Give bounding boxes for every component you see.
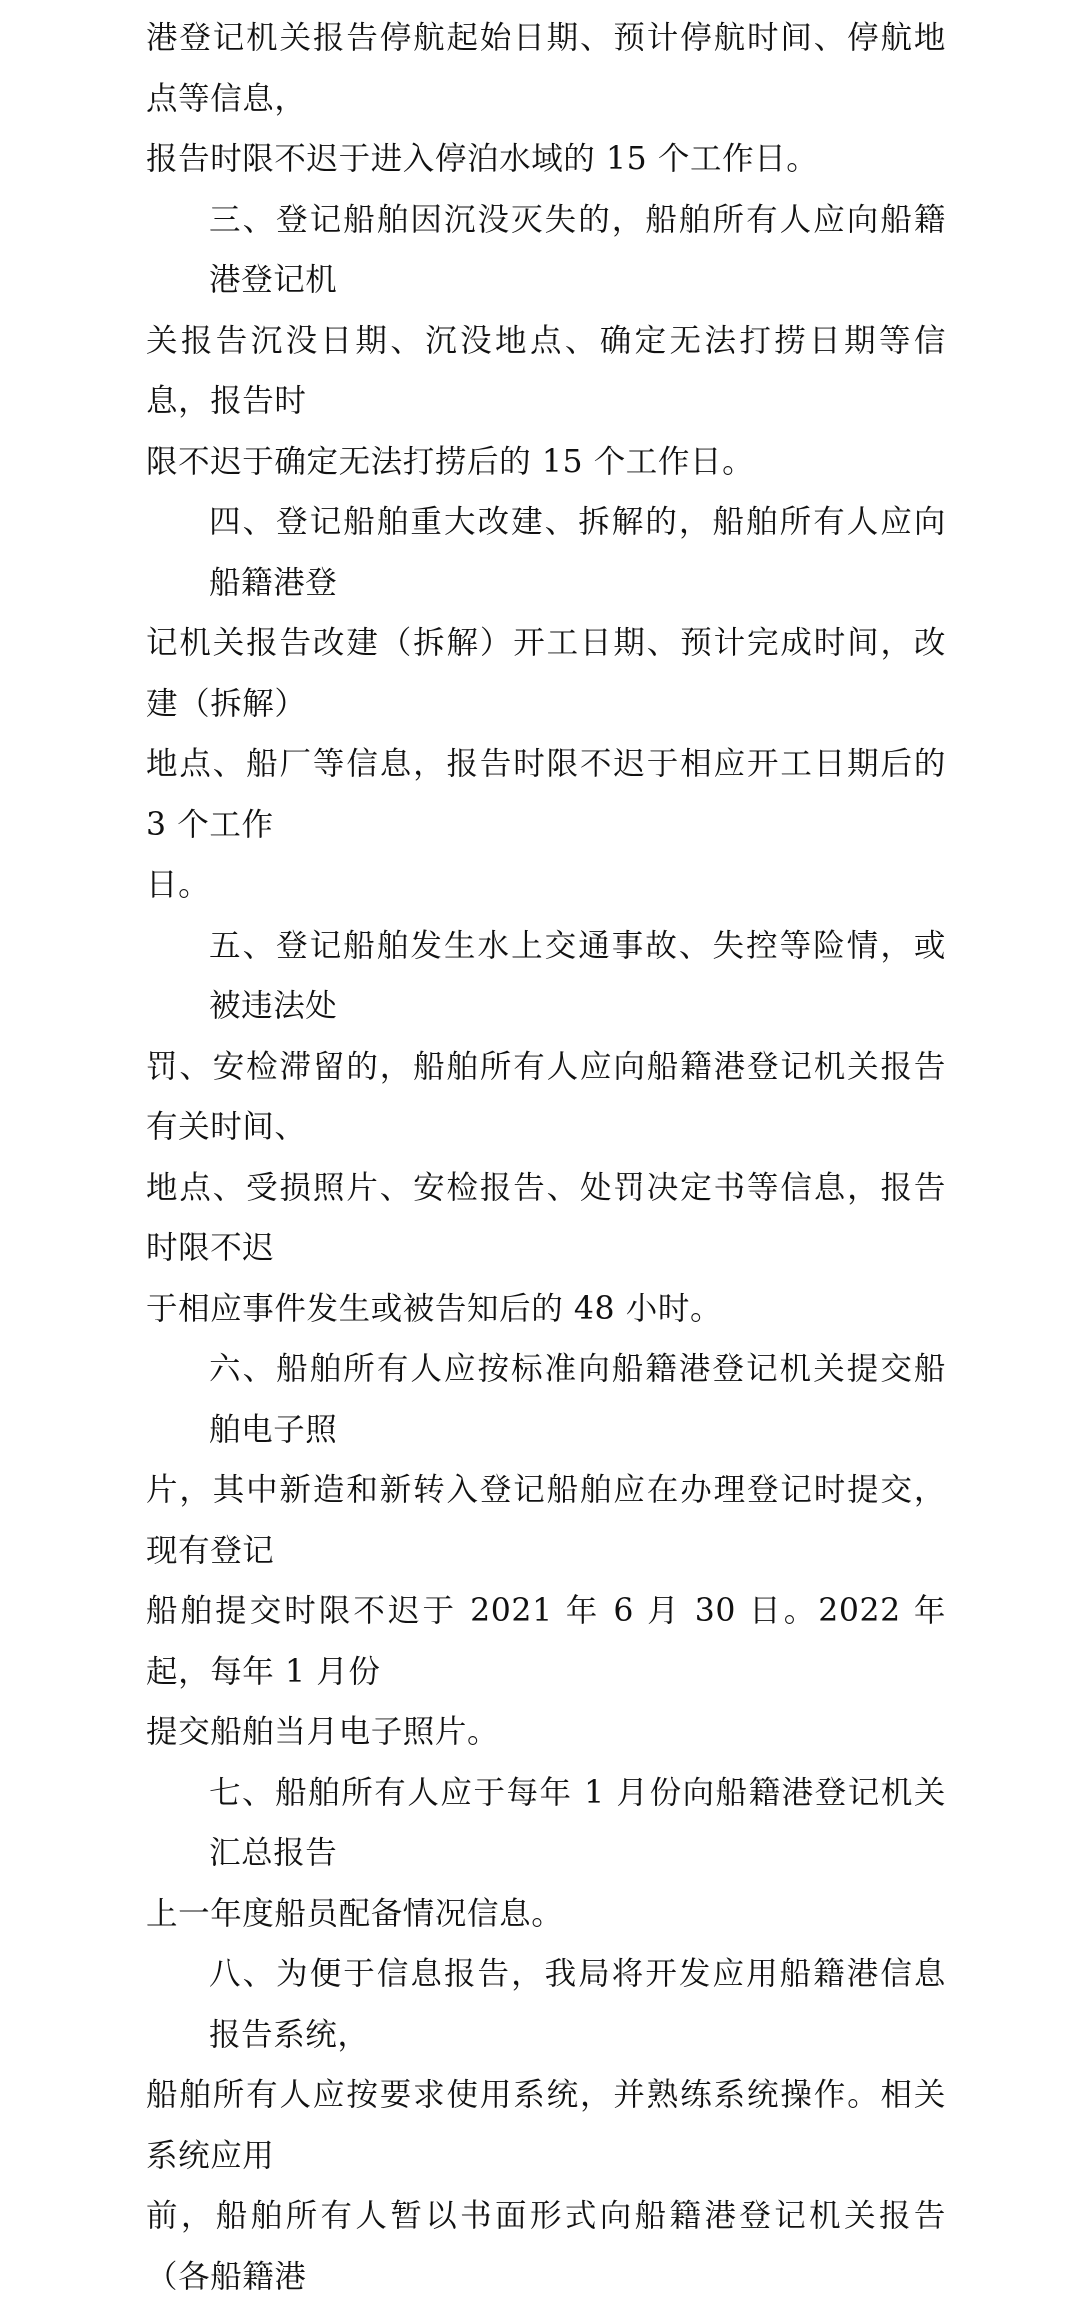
text-line: 三、登记船舶因沉没灭失的，船舶所有人应向船籍港登记机 xyxy=(209,201,946,298)
text-line: 港登记机关报告停航起始日期、预计停航时间、停航地点等信息， xyxy=(146,20,946,117)
text-line: 四、登记船舶重大改建、拆解的，船舶所有人应向船籍港登 xyxy=(209,504,946,601)
text-line: 罚、安检滞留的，船舶所有人应向船籍港登记机关报告有关时间、 xyxy=(146,1048,946,1145)
text-line: 地点、船厂等信息，报告时限不迟于相应开工日期后的 3 个工作 xyxy=(146,746,946,843)
text-line: 船舶提交时限不迟于 2021 年 6 月 30 日。2022 年起，每年 1 月份 xyxy=(146,1593,946,1690)
paragraph-continuation xyxy=(146,8,946,190)
text-line: 地点、受损照片、安检报告、处罚决定书等信息，报告时限不迟 xyxy=(146,1169,946,1266)
text-line: 报告时限不迟于进入停泊水域的 15 个工作日。 xyxy=(146,141,819,177)
text-line: 上一年度船员配备情况信息。 xyxy=(146,1895,564,1932)
text-line: 船舶所有人应按要求使用系统，并熟练系统操作。相关系统应用 xyxy=(146,2077,946,2174)
text-line: 前，船舶所有人暂以书面形式向船籍港登记机关报告（各船籍港 xyxy=(146,2198,946,2295)
paragraph-item-4 xyxy=(146,492,946,916)
paragraph-item-8 xyxy=(146,1944,946,2307)
paragraph-item-7 xyxy=(146,1763,946,1945)
document-body xyxy=(146,8,946,2307)
text-line: 限不迟于确定无法打捞后的 15 个工作日。 xyxy=(146,443,755,480)
text-line: 五、登记船舶发生水上交通事故、失控等险情，或被违法处 xyxy=(209,927,946,1024)
paragraph-item-6 xyxy=(146,1339,946,1763)
text-line: 记机关报告改建（拆解）开工日期、预计完成时间，改建（拆解） xyxy=(146,625,946,722)
text-line: 日。 xyxy=(146,867,211,903)
text-line: 片，其中新造和新转入登记船舶应在办理登记时提交，现有登记 xyxy=(146,1472,946,1569)
paragraph-item-5 xyxy=(146,916,946,1340)
paragraph-item-3 xyxy=(146,190,946,493)
text-line: 七、船舶所有人应于每年 1 月份向船籍港登记机关汇总报告 xyxy=(209,1774,946,1871)
text-line: 提交船舶当月电子照片。 xyxy=(146,1714,500,1750)
text-line: 八、为便于信息报告，我局将开发应用船籍港信息报告系统， xyxy=(209,1956,946,2053)
text-line: 六、船舶所有人应按标准向船籍港登记机关提交船舶电子照 xyxy=(209,1351,946,1448)
text-line: 于相应事件发生或被告知后的 48 小时。 xyxy=(146,1290,723,1327)
text-line: 关报告沉没日期、沉没地点、确定无法打捞日期等信息，报告时 xyxy=(146,322,946,419)
